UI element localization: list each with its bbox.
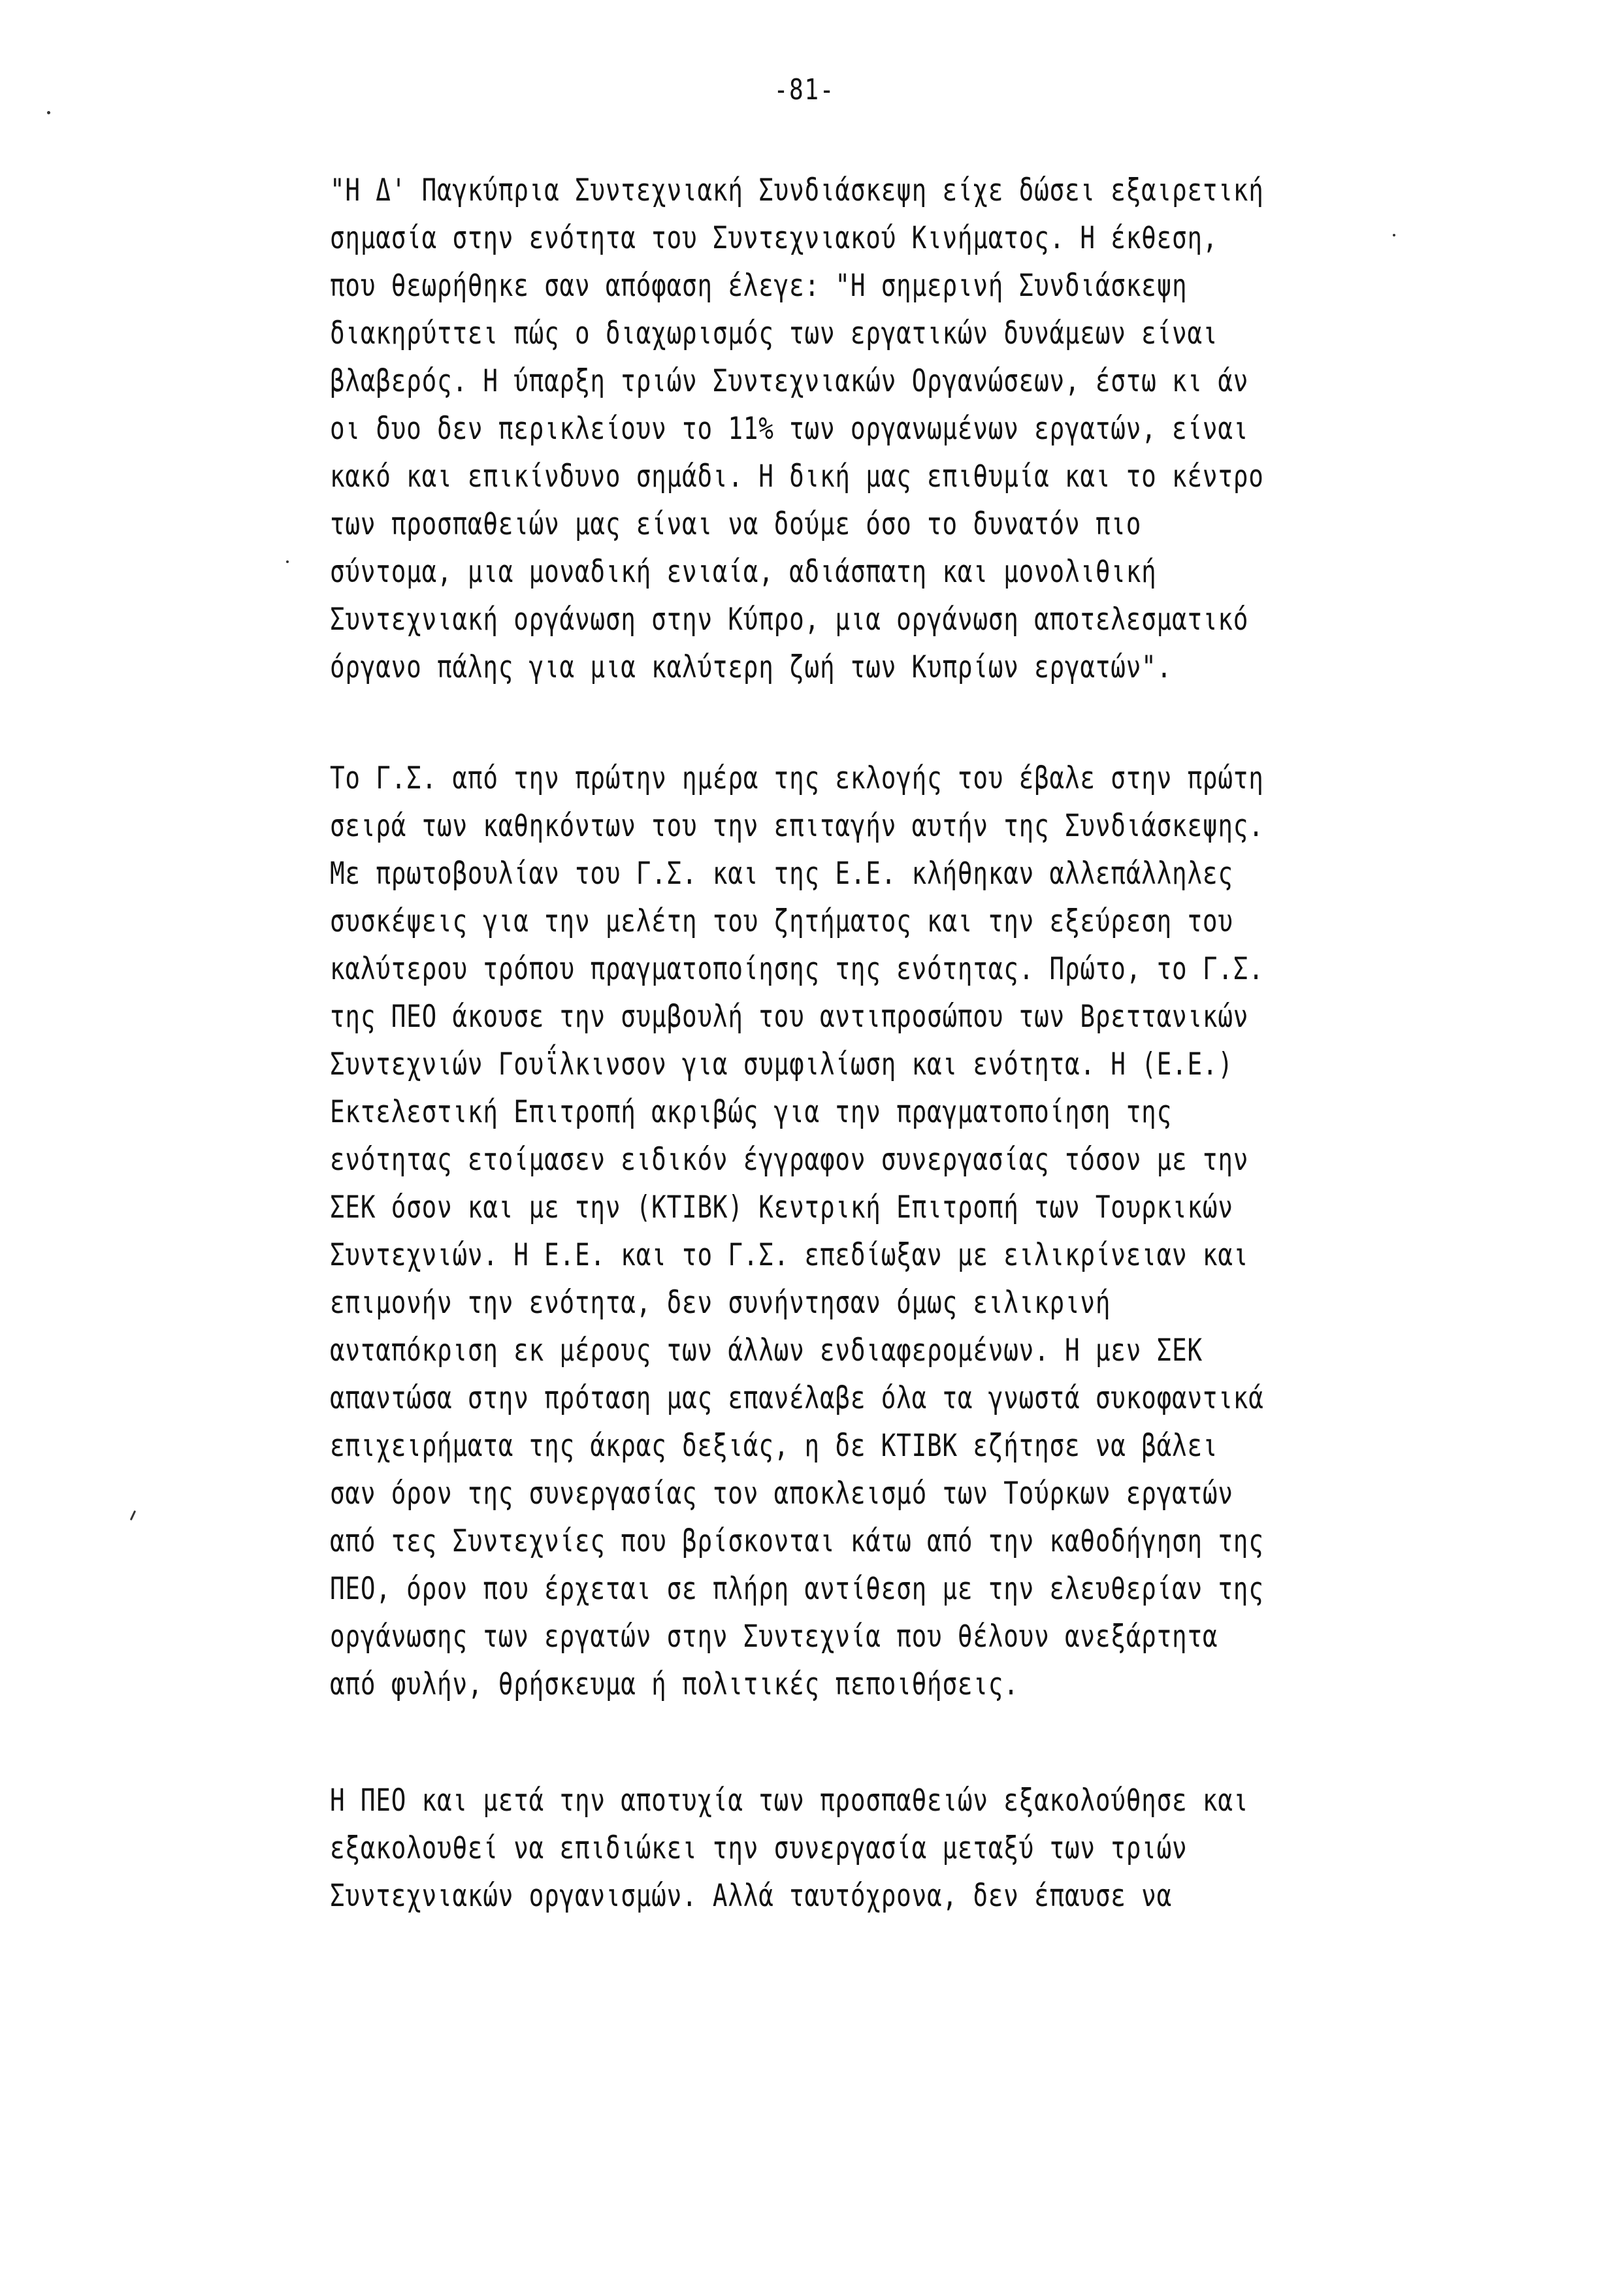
text-line: από τες Συντεχνίες που βρίσκονται κάτω από την καθοδήγηση της (330, 1523, 1264, 1559)
text-line: από φυλήν, θρήσκευμα ή πολιτικές πεποιθήσεις. (330, 1666, 1019, 1702)
text-line: ανταπόκριση εκ μέρους των άλλων ενδιαφερομένων. Η μεν ΣΕΚ (330, 1333, 1203, 1368)
text-line: σημασία στην ενότητα του Συντεχνιακού Κινήματος. Η έκθεση, (330, 220, 1218, 256)
text-line: που θεωρήθηκε σαν απόφαση έλεγε: "Η σημερινή Συνδιάσκεψη (330, 268, 1188, 304)
text-line: οι δυο δεν περικλείουν το 11% των οργανωμένων εργατών, είναι (330, 411, 1249, 447)
text-line: οργάνωσης των εργατών στην Συντεχνία που θέλουν ανεξάρτητα (330, 1619, 1218, 1655)
scan-speck (286, 560, 289, 563)
scan-speck (47, 111, 50, 114)
text-line: επιμονήν την ενότητα, δεν συνήντησαν όμως ειλικρινή (330, 1285, 1111, 1321)
text-line: καλύτερου τρόπου πραγματοποίησης της ενότητας. Πρώτο, το Γ.Σ. (330, 951, 1264, 987)
text-line: "Η Δ' Παγκύπρια Συντεχνιακή Συνδιάσκεψη είχε δώσει εξαιρετική (330, 172, 1264, 208)
text-line: των προσπαθειών μας είναι να δούμε όσο το δυνατόν πιο (330, 506, 1142, 542)
text-line: επιχειρήματα της άκρας δεξιάς, η δε ΚΤΙΒΚ εζήτησε να βάλει (330, 1428, 1218, 1464)
text-line: Με πρωτοβουλίαν του Γ.Σ. και της Ε.Ε. κλήθηκαν αλλεπάλληλες (330, 856, 1233, 892)
text-line: σαν όρον της συνεργασίας τον αποκλεισμό των Τούρκων εργατών (330, 1476, 1233, 1512)
text-line: σύντομα, μια μοναδική ενιαία, αδιάσπατη και μονολιθική (330, 554, 1157, 590)
text-line: εξακολουθεί να επιδιώκει την συνεργασία μεταξύ των τριών (330, 1830, 1188, 1866)
text-line: Η ΠΕΟ και μετά την αποτυχία των προσπαθειών εξακολούθησε και (330, 1783, 1249, 1819)
text-line: της ΠΕΟ άκουσε την συμβουλή του αντιπροσώπου των Βρεττανικών (330, 999, 1249, 1035)
text-line: Συντεχνιών Γουΐλκινσον για συμφιλίωση και ενότητα. Η (Ε.Ε.) (330, 1046, 1233, 1082)
page-number: -81- (773, 73, 836, 106)
paragraph-2 (330, 754, 1336, 1708)
scan-speck (130, 1510, 136, 1521)
scan-speck (1393, 234, 1395, 236)
text-line: συσκέψεις για την μελέτη του ζητήματος και την εξεύρεση του (330, 903, 1233, 939)
text-line: όργανο πάλης για μια καλύτερη ζωή των Κυπρίων εργατών". (330, 649, 1173, 685)
text-line: απαντώσα στην πρόταση μας επανέλαβε όλα τα γνωστά συκοφαντικά (330, 1380, 1264, 1416)
text-line: διακηρύττει πώς ο διαχωρισμός των εργατικών δυνάμεων είναι (330, 315, 1218, 351)
text-line: Συντεχνιακών οργανισμών. Αλλά ταυτόχρονα, δεν έπαυσε να (330, 1878, 1173, 1914)
paragraph-3 (330, 1777, 1336, 1920)
text-line: Εκτελεστική Επιτροπή ακριβώς για την πραγματοποίηση της (330, 1094, 1173, 1130)
text-line: ΣΕΚ όσον και με την (ΚΤΙΒΚ) Κεντρική Επιτροπή των Τουρκικών (330, 1189, 1233, 1225)
text-line: ΠΕΟ, όρον που έρχεται σε πλήρη αντίθεση με την ελευθερίαν της (330, 1571, 1264, 1607)
text-line: Συντεχνιών. Η Ε.Ε. και το Γ.Σ. επεδίωξαν με ειλικρίνειαν και (330, 1237, 1249, 1273)
text-line: σειρά των καθηκόντων του την επιταγήν αυτήν της Συνδιάσκεψης. (330, 808, 1264, 844)
text-line: βλαβερός. Η ύπαρξη τριών Συντεχνιακών Οργανώσεων, έστω κι άν (330, 363, 1249, 399)
text-line: Το Γ.Σ. από την πρώτην ημέρα της εκλογής του έβαλε στην πρώτη (330, 760, 1264, 796)
text-line: ενότητας ετοίμασεν ειδικόν έγγραφον συνεργασίας τόσον με την (330, 1142, 1249, 1178)
text-line: Συντεχνιακή οργάνωση στην Κύπρο, μια οργάνωση αποτελεσματικό (330, 602, 1249, 638)
paragraph-1 (330, 167, 1336, 691)
text-line: κακό και επικίνδυνο σημάδι. Η δική μας επιθυμία και το κέντρο (330, 459, 1264, 494)
